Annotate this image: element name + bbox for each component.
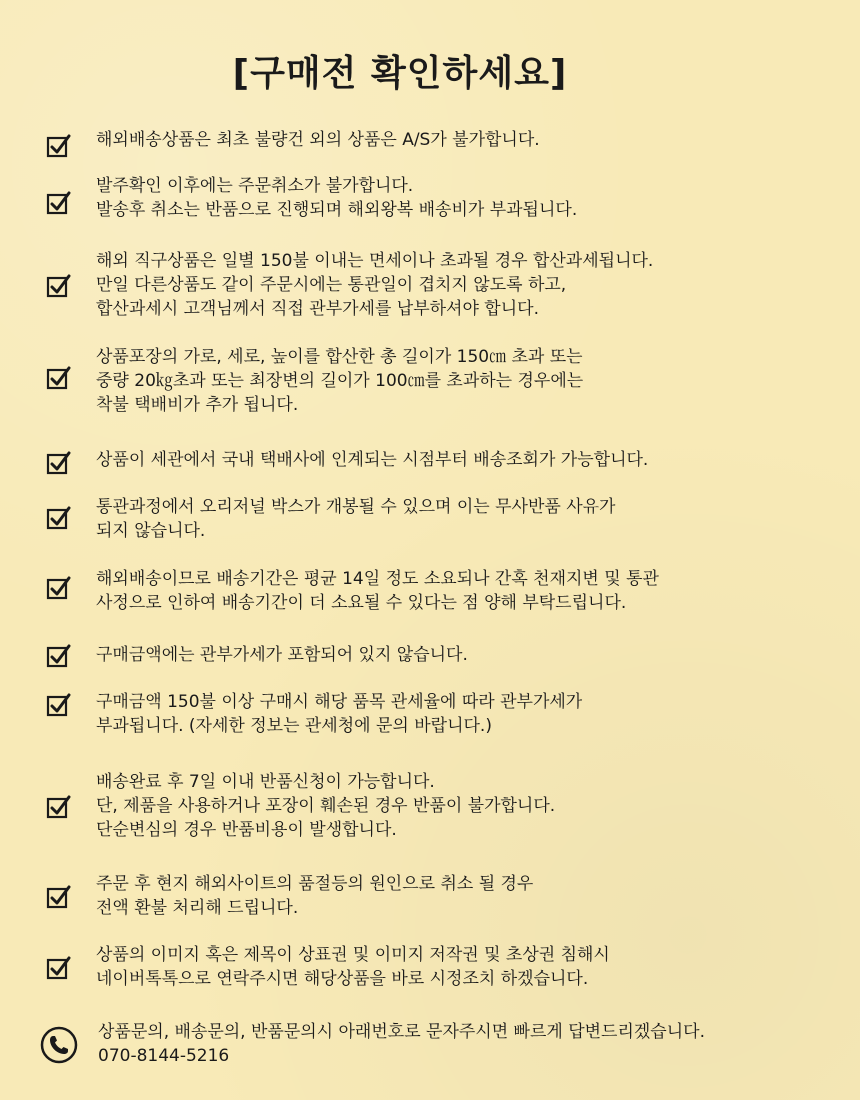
check-box-icon	[46, 450, 72, 476]
contact-phone-number[interactable]: 070-8144-5216	[98, 1046, 230, 1066]
check-box-icon	[46, 692, 72, 718]
check-box-icon	[46, 190, 72, 216]
check-box-icon	[46, 794, 72, 820]
notice-item-text-7: 해외배송이므로 배송기간은 평균 14일 정도 소요되나 간혹 천재지변 및 통관 사정으로 인하여 배송기간이 더 소요될 수 있다는 점 양해 부탁드립니다.	[96, 569, 659, 613]
check-box-icon	[46, 273, 72, 299]
notice-item-9	[46, 690, 826, 750]
check-box-icon	[46, 884, 72, 910]
notice-item-text-1: 해외배송상품은 최초 불량건 외의 상품은 A/S가 불가합니다.	[96, 130, 540, 150]
check-box-icon	[46, 365, 72, 391]
notice-item-6	[46, 495, 826, 555]
notice-item-3	[46, 249, 826, 319]
check-box-icon	[46, 955, 72, 981]
check-box-icon	[46, 643, 72, 669]
notice-item-2	[46, 174, 826, 234]
notice-item-4	[46, 345, 826, 415]
check-box-icon	[46, 505, 72, 531]
check-box-icon	[46, 133, 72, 159]
notice-item-text-11: 주문 후 현지 해외사이트의 품절등의 원인으로 취소 될 경우 전액 환불 처리해 드립니다.	[96, 874, 534, 918]
notice-item-text-5: 상품이 세관에서 국내 택배사에 인계되는 시점부터 배송조회가 가능합니다.	[96, 450, 649, 470]
contact-message: 상품문의, 배송문의, 반품문의시 아래번호로 문자주시면 빠르게 답변드리겠습니다.	[98, 1022, 705, 1042]
notice-item-text-9: 구매금액 150불 이상 구매시 해당 품목 관세율에 따라 관부가세가 부과됩니다. (자세한 정보는 관세청에 문의 바랍니다.)	[96, 692, 583, 736]
notice-item-text-2: 발주확인 이후에는 주문취소가 불가합니다. 발송후 취소는 반품으로 진행되며 해외왕복 배송비가 부과됩니다.	[96, 176, 578, 220]
notice-item-text-8: 구매금액에는 관부가세가 포함되어 있지 않습니다.	[96, 645, 468, 665]
notice-item-text-3: 해외 직구상품은 일별 150불 이내는 면세이나 초과될 경우 합산과세됩니다. 만일 다른상품도 같이 주문시에는 통관일이 겹치지 않도록 하고, 합산과세시 고객님께서 직접 관부가세를 납부하셔야 합니다.	[96, 251, 654, 319]
notice-item-text-4: 상품포장의 가로, 세로, 높이를 합산한 총 길이가 150㎝ 초과 또는 중량 20㎏초과 또는 최장변의 길이가 100㎝를 초과하는 경우에는 착불 택배비가 추가 됩니다.	[96, 347, 584, 415]
notice-item-text-12: 상품의 이미지 혹은 제목이 상표권 및 이미지 저작권 및 초상권 침해시 네이버톡톡으로 연락주시면 해당상품을 바로 시정조치 하겠습니다.	[96, 945, 610, 989]
check-box-icon	[46, 575, 72, 601]
notice-item-7	[46, 567, 826, 627]
notice-item-10	[46, 770, 826, 840]
notice-item-11	[46, 872, 826, 932]
notice-item-text-10: 배송완료 후 7일 이내 반품신청이 가능합니다. 단, 제품을 사용하거나 포장이 훼손된 경우 반품이 불가합니다. 단순변심의 경우 반품비용이 발생합니다.	[96, 772, 556, 840]
notice-item-text-6: 통관과정에서 오리저널 박스가 개봉될 수 있으며 이는 무사반품 사유가 되지 않습니다.	[96, 497, 616, 541]
phone-icon	[40, 1026, 78, 1064]
notice-item-12	[46, 943, 826, 1003]
contact-text	[98, 1020, 808, 1068]
page-title: [구매전 확인하세요]	[232, 53, 568, 94]
contact-section	[40, 1020, 820, 1080]
